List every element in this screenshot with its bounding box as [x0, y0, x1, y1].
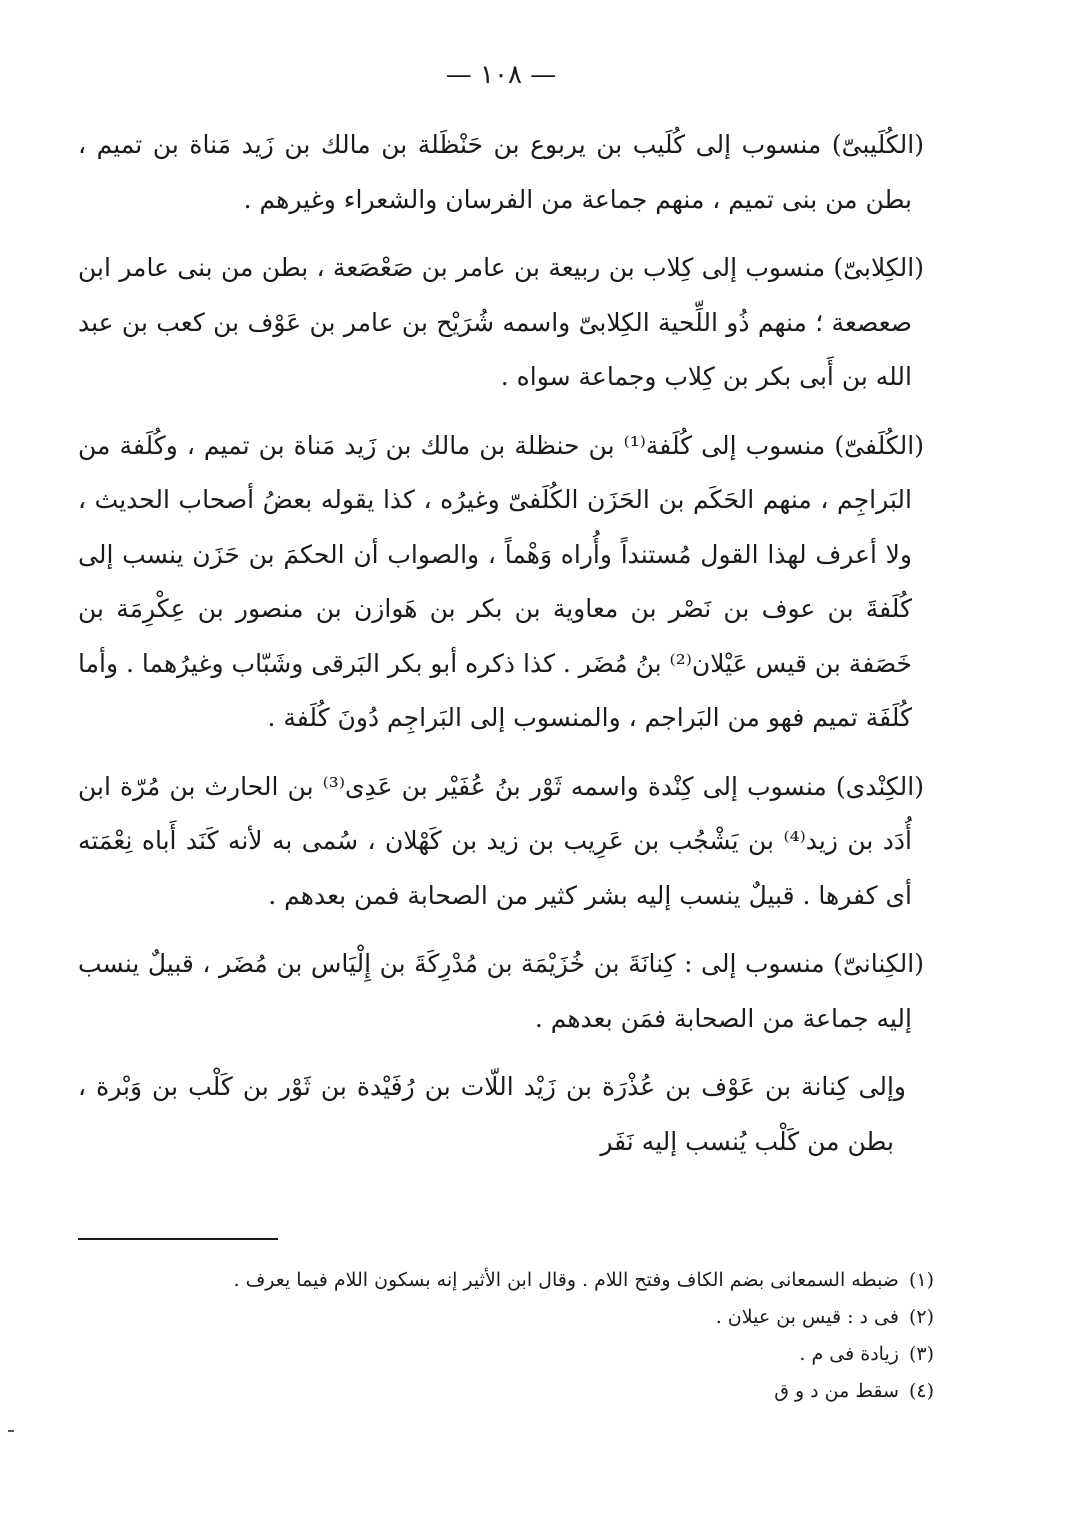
entry-kindi: (الكِنْدى) منسوب إلى كِنْدة واسمه ثَوْر بنُ عُفَيْر بن عَدِى⁽³⁾ بن الحارث بن مُرّة ابن أُدَد بن زيد⁽⁴⁾ بن يَشْجُب بن عَرِيب بن زيد بن كَهْلان ، سُمى به لأنه كَنَد أَباه نِعْمَته أى كفرها . قبيلٌ ينسب إليه بشر كثير من الصحابة فمن بعدهم .: [78, 771, 924, 910]
entry-kulaybi: (الكُلَيبىّ) منسوب إلى كُلَيب بن يربوع بن حَنْظَلة بن مالك بن زَيد مَناة بن تميم ، بطن من بنى تميم ، منهم جماعة من الفرسان والشعراء وغيرهم .: [78, 130, 924, 214]
footnotes: [78, 1262, 934, 1410]
footnote-4: [78, 1373, 934, 1410]
footnote-text: فى د : قيس بن عيلان .: [715, 1306, 899, 1328]
page: [78, 0, 934, 1538]
footnote-1: [78, 1262, 934, 1299]
footnote-number: (١): [908, 1269, 934, 1291]
footnote-text: ضبطه السمعانى بضم الكاف وفتح اللام . وقال ابن الأثير إنه بسكون اللام فيما يعرف .: [233, 1269, 899, 1291]
footnote-divider: [78, 1238, 278, 1240]
entry-kinani-continuation: وإلى كِنانة بن عَوْف بن عُذْرَة بن زَيْد اللّات بن رُفَيْدة بن ثَوْر بن كَلْب بن وَبْرة ، بطن من كَلْب يُنسب إليه نَفَر: [78, 1072, 906, 1156]
footnote-text: زيادة فى م .: [799, 1343, 899, 1365]
main-text: [78, 118, 924, 1183]
page-number: — ١٠٨ —: [445, 60, 557, 90]
footnote-2: [78, 1299, 934, 1336]
footnote-number: (٢): [908, 1306, 934, 1328]
scan-mark: [8, 1430, 14, 1432]
entry-kinani: (الكِنانىّ) منسوب إلى : كِنانَةَ بن خُزَيْمَة بن مُدْرِكَةَ بن إِلْيَاس بن مُضَر ، قبيلٌ ينسب إليه جماعة من الصحابة فمَن بعدهم .: [78, 949, 924, 1033]
footnote-text: سقط من د و ق: [774, 1380, 899, 1402]
footnote-number: (٣): [908, 1343, 934, 1365]
footnote-3: [78, 1336, 934, 1373]
footnote-number: (٤): [908, 1380, 934, 1402]
entry-kilabi: (الكِلابىّ) منسوب إلى كِلاب بن ربيعة بن عامر بن صَعْصَعة ، بطن من بنى عامر ابن صعصعة ؛ منهم ذُو اللِّحية الكِلابىّ واسمه شُرَيْح بن عامر بن عَوْف بن كعب بن عبد الله بن أَبى بكر بن كِلاب وجماعة سواه .: [78, 253, 924, 391]
entry-kulafi: (الكُلَفىّ) منسوب إلى كُلَفة⁽¹⁾ بن حنظلة بن مالك بن زَيد مَناة بن تميم ، وكُلَفة من البَراجِم ، منهم الحَكَم بن الحَزَن الكُلَفىّ وغيرُه ، كذا يقوله بعضُ أصحاب الحديث ، ولا أعرف لهذا القول مُستنداً وأُراه وَهْماً ، والصواب أن الحكمَ بن حَزَن ينسب إلى كُلَفةَ بن عوف بن نَصْر بن معاوية بن بكر بن هَوازن بن منصور بن عِكْرِمَة بن خَصَفة بن قيس عَيْلان⁽²⁾ بنُ مُضَر . كذا ذكره أبو بكر البَرقى وشَبّاب وغيرُهما . وأما كُلَفَة تميم فهو من البَراجم ، والمنسوب إلى البَراجِم دُونَ كُلَفة .: [78, 430, 924, 732]
